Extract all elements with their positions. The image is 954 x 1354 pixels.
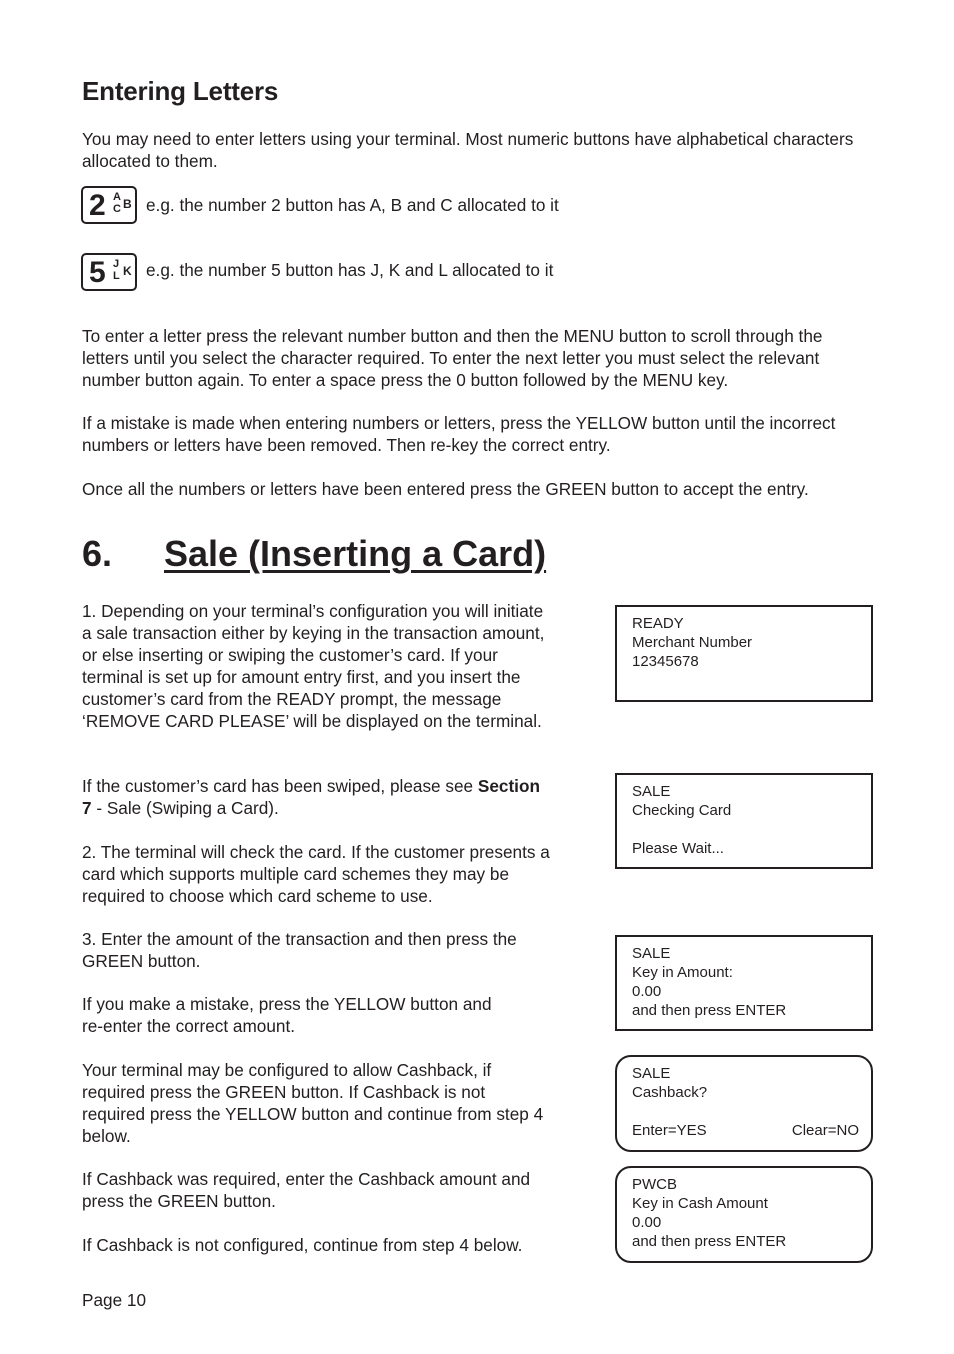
screen-line (632, 1102, 859, 1121)
terminal-screen-key-amount (615, 935, 873, 1031)
terminal-screen-cashback (615, 1055, 873, 1152)
enter-yes-option: Enter=YES (632, 1122, 707, 1139)
key-letter: K (123, 264, 132, 278)
screen-line: 0.00 (632, 983, 662, 1000)
key-letter: L (113, 270, 120, 282)
cashback-not-configured-paragraph: If Cashback is not configured, continue from step 4 below. (82, 1235, 523, 1255)
cashback-required-paragraph: If Cashback was required, enter the Cashback amount and press the GREEN button. (82, 1169, 531, 1211)
chapter-number: 6. (82, 533, 113, 574)
accept-paragraph: Once all the numbers or letters have been entered press the GREEN button to accept the entry. (82, 479, 809, 499)
terminal-screen-ready (615, 605, 873, 702)
key-letter: B (123, 197, 132, 211)
screen-line: 12345678 (632, 653, 699, 670)
screen-line: SALE (632, 945, 671, 962)
screen-line: SALE (632, 1065, 671, 1082)
key-letter: A (113, 191, 121, 203)
screen-line: Key in Amount: (632, 964, 733, 981)
key-number: 2 (89, 189, 106, 222)
intro-paragraph: You may need to enter letters using your terminal. Most numeric buttons have alphabetical characters allocated to them. (82, 129, 854, 171)
key-2-icon (81, 186, 137, 224)
page-number: Page 10 (82, 1290, 147, 1310)
swiped-card-paragraph (82, 775, 552, 819)
screen-line: SALE (632, 783, 671, 800)
screen-line: Key in Cash Amount (632, 1195, 768, 1212)
screen-line: and then press ENTER (632, 1002, 787, 1019)
screen-line: and then press ENTER (632, 1233, 787, 1250)
section-heading: Entering Letters (82, 76, 279, 106)
clear-no-option: Clear=NO (791, 1122, 859, 1139)
step-2-paragraph: 2. The terminal will check the card. If the customer presents a card which supports multiple card schemes they may be required to choose which card scheme to use. (82, 842, 550, 906)
screen-line: Checking Card (632, 802, 732, 819)
key-2-description: e.g. the number 2 button has A, B and C allocated to it (146, 195, 559, 215)
mistake-line-1: If you make a mistake, press the YELLOW button and (82, 994, 492, 1014)
swiped-text-end: - Sale (Swiping a Card). (91, 798, 279, 818)
enter-letter-paragraph: To enter a letter press the relevant number button and then the MENU button to scroll through the letters until you select the character required. To enter the next letter you must select the relevant number button again. To enter a space press the 0 button followed by the MENU key. (82, 326, 823, 390)
step-1-paragraph: 1. Depending on your terminal’s configuration you will initiate a sale transaction either by keying in the transaction amount, or else inserting or swiping the customer’s card. If your terminal is set up for amount entry first, and you insert the customer’s card from the READY prompt, the message ‘REMOVE CARD PLEASE’ will be displayed on the terminal. (82, 601, 545, 731)
screen-line: Please Wait... (632, 840, 724, 857)
screen-line: Cashback? (632, 1084, 708, 1101)
screen-line: 0.00 (632, 1214, 662, 1231)
screen-line: READY (632, 615, 684, 632)
terminal-screen-cash-amount (615, 1166, 873, 1263)
step-3-mistake-paragraph (82, 993, 552, 1037)
section-7-reference: Section 7 (82, 776, 540, 818)
step-3-paragraph: 3. Enter the amount of the transaction and then press the GREEN button. (82, 929, 517, 971)
chapter-title: Sale (Inserting a Card) (164, 533, 547, 574)
screen-line (632, 820, 859, 839)
screen-options-row (632, 1121, 859, 1140)
terminal-screen-checking-card (615, 773, 873, 869)
screen-line: Merchant Number (632, 634, 753, 651)
key-5-icon (81, 253, 137, 291)
mistake-paragraph: If a mistake is made when entering numbers or letters, press the YELLOW button until the incorrect numbers or letters have been removed. Then re-key the correct entry. (82, 413, 836, 455)
screen-line: PWCB (632, 1176, 677, 1193)
key-letter: C (113, 203, 121, 215)
mistake-line-2: re-enter the correct amount. (82, 1016, 296, 1036)
key-5-description: e.g. the number 5 button has J, K and L allocated to it (146, 260, 554, 280)
cashback-paragraph: Your terminal may be configured to allow Cashback, if required press the GREEN button. If Cashback is not required press the YELLOW button and continue from step 4 below. (82, 1060, 544, 1146)
swiped-text: If the customer’s card has been swiped, please see (82, 776, 478, 796)
key-number: 5 (89, 256, 106, 289)
key-letter: J (113, 258, 120, 270)
